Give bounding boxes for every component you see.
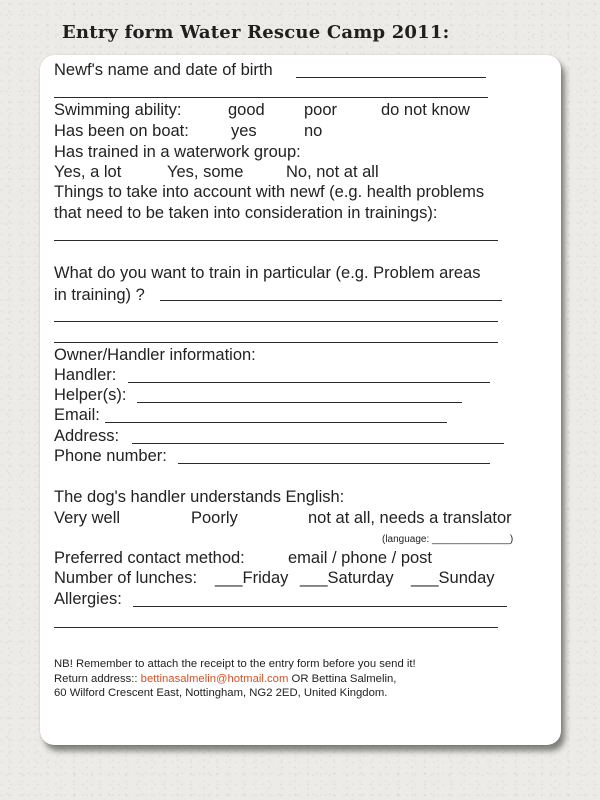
english-option-translator[interactable]: not at all, needs a translator [308,509,512,527]
train-question-line1: What do you want to train in particular (e.g. Problem areas [54,264,481,282]
phone-field[interactable] [178,463,490,464]
newf-name-field-2[interactable] [54,97,488,98]
trained-option-some[interactable]: Yes, some [167,163,244,181]
english-option-very-well[interactable]: Very well [54,509,121,527]
boat-label: Has been on boat: [54,122,189,140]
newf-name-label: Newf's name and date of birth [54,61,273,79]
trained-label: Has trained in a waterwork group: [54,143,301,161]
newf-name-field[interactable] [296,77,486,78]
address-label: Address: [54,427,120,445]
contact-options[interactable]: email / phone / post [288,549,433,567]
trained-option-none[interactable]: No, not at all [286,163,379,181]
helpers-field[interactable] [137,402,462,403]
contact-label: Preferred contact method: [54,549,245,567]
address-field[interactable] [132,443,504,444]
return-name: OR Bettina Salmelin, [291,673,397,685]
email-field[interactable] [105,422,447,423]
allergies-field-1[interactable] [133,606,507,607]
postal-address: 60 Wilford Crescent East, Nottingham, NG2 2ED, United Kingdom. [54,687,388,699]
trained-option-a-lot[interactable]: Yes, a lot [54,163,122,181]
owner-heading: Owner/Handler information: [54,346,256,364]
english-option-poorly[interactable]: Poorly [191,509,238,527]
email-link[interactable]: bettinasalmelin@hotmail.com [140,673,289,685]
handler-field[interactable] [128,382,490,383]
helpers-label: Helper(s): [54,386,127,404]
allergies-field-2[interactable] [54,627,498,628]
boat-option-no[interactable]: no [304,122,323,140]
health-answer-field[interactable] [54,240,498,241]
english-label: The dog's handler understands English: [54,488,345,506]
swimming-option-unknown[interactable]: do not know [381,101,470,119]
lunches-label: Number of lunches: [54,569,198,587]
swimming-label: Swimming ability: [54,101,182,119]
train-answer-field-2[interactable] [54,321,498,322]
swimming-option-good[interactable]: good [228,101,265,119]
train-question-line2: in training) ? [54,286,145,304]
nb-note: NB! Remember to attach the receipt to the entry form before you send it! [54,658,416,670]
health-question-line1: Things to take into account with newf (e.g. health problems [54,183,485,201]
language-note: (language: ______________) [382,534,514,545]
phone-label: Phone number: [54,447,167,465]
boat-option-yes[interactable]: yes [231,122,257,140]
return-address-line [54,672,396,686]
lunch-sunday[interactable]: ___Sunday [411,569,495,587]
handler-label: Handler: [54,366,117,384]
return-label: Return address:: [54,673,138,685]
form-title: Entry form Water Rescue Camp 2011: [62,22,450,43]
lunch-saturday[interactable]: ___Saturday [300,569,394,587]
train-answer-field-3[interactable] [54,342,498,343]
train-answer-field-1[interactable] [160,300,502,301]
health-question-line2: that need to be taken into consideration in trainings): [54,204,438,222]
lunch-friday[interactable]: ___Friday [215,569,289,587]
email-label: Email: [54,406,100,424]
swimming-option-poor[interactable]: poor [304,101,338,119]
allergies-label: Allergies: [54,590,122,608]
